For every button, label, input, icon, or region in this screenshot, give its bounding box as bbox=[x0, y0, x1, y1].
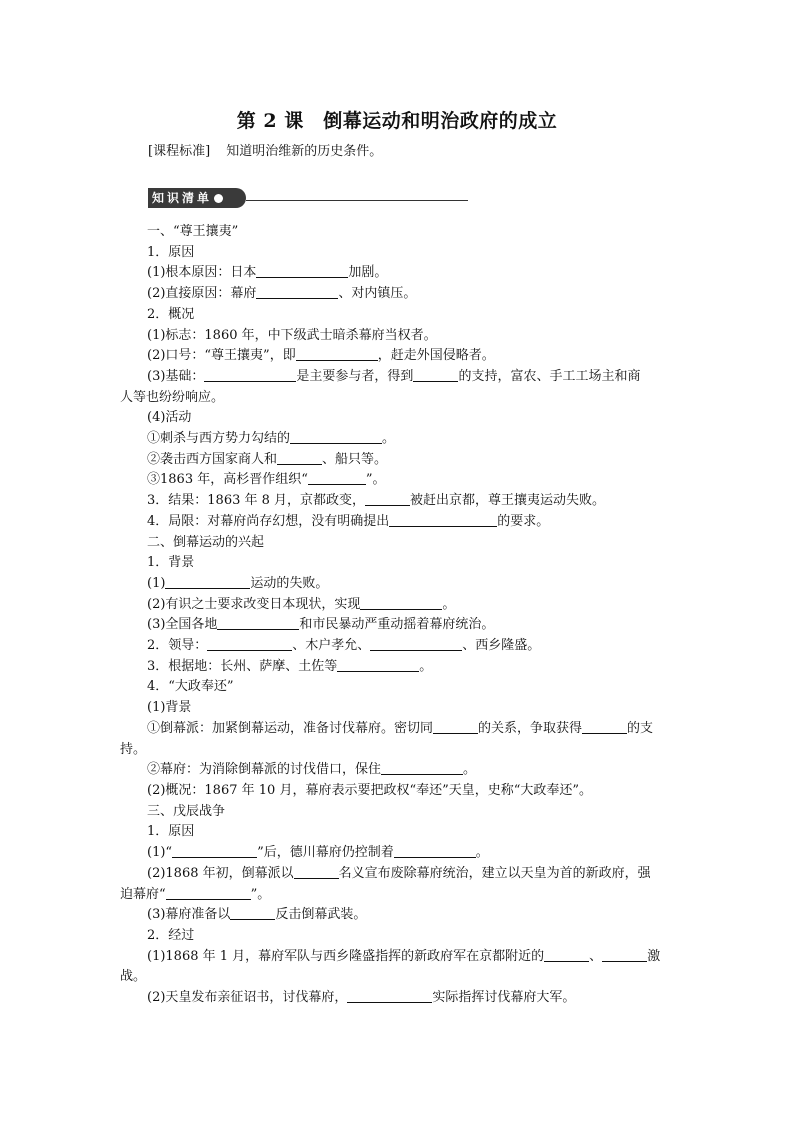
line-text: (3)基础： bbox=[147, 368, 205, 384]
line-text: 二、倒幕运动的兴起 bbox=[147, 534, 265, 550]
line-text: 的关系，争取获得 bbox=[478, 720, 583, 736]
line-text: ②幕府：为消除倒幕派的讨伐借口，保住 bbox=[147, 762, 382, 778]
line-text: (2)1868 年初，倒幕派以 bbox=[147, 865, 294, 881]
line-text: 的支 bbox=[627, 720, 654, 736]
fill-in-blank[interactable] bbox=[360, 596, 442, 610]
text-line bbox=[147, 864, 677, 885]
text-line bbox=[147, 926, 677, 947]
text-line bbox=[147, 843, 677, 864]
fill-in-blank[interactable] bbox=[337, 658, 419, 672]
section-divider bbox=[246, 200, 468, 201]
line-text: 战。 bbox=[120, 969, 147, 985]
line-text: ②袭击西方国家商人和 bbox=[147, 451, 278, 467]
bullet-dot-icon bbox=[214, 194, 223, 203]
line-text: ①倒幕派：加紧倒幕运动，准备讨伐幕府。密切同 bbox=[147, 720, 434, 736]
text-line bbox=[147, 553, 677, 574]
line-text: (2)概况：1867 年 10 月，幕府表示要把政权“奉还”天皇，史称“大政奉还”。 bbox=[147, 782, 593, 798]
line-text: (2)有识之士要求改变日本现状，实现 bbox=[147, 596, 361, 612]
text-line bbox=[147, 615, 677, 636]
fill-in-blank[interactable] bbox=[204, 368, 296, 382]
line-text: (1)1868 年 1 月，幕府军队与西乡隆盛指挥的新政府军在京都附近的 bbox=[147, 948, 545, 964]
line-text: 。 bbox=[475, 845, 489, 861]
line-text: ”后，德川幕府仍控制着 bbox=[257, 845, 394, 861]
line-text: 实际指挥讨伐幕府大军。 bbox=[432, 990, 576, 1006]
line-text: ①刺杀与西方势力勾结的 bbox=[147, 431, 291, 447]
text-line bbox=[120, 740, 677, 761]
text-line bbox=[147, 657, 677, 678]
fill-in-blank[interactable] bbox=[165, 575, 250, 589]
text-line bbox=[147, 367, 677, 388]
text-line bbox=[147, 222, 677, 243]
line-text: 迫幕府“ bbox=[120, 886, 166, 902]
text-line bbox=[147, 595, 677, 616]
line-text: 。 bbox=[463, 762, 477, 778]
text-line bbox=[147, 533, 677, 554]
line-text: 运动的失败。 bbox=[250, 575, 329, 591]
line-text: 的要求。 bbox=[497, 513, 550, 529]
text-line bbox=[147, 760, 677, 781]
line-text: 名义宣布废除幕府统治，建立以天皇为首的新政府，强 bbox=[338, 865, 651, 881]
line-text: (4)活动 bbox=[147, 410, 192, 426]
line-text: 3．根据地：长州、萨摩、土佐等 bbox=[147, 658, 338, 674]
line-text: 的支持，富农、手工工场主和商 bbox=[458, 368, 641, 384]
fill-in-blank[interactable] bbox=[370, 637, 462, 651]
text-line bbox=[147, 326, 677, 347]
fill-in-blank[interactable] bbox=[389, 513, 497, 527]
text-line bbox=[147, 698, 677, 719]
line-text: 、西乡隆盛。 bbox=[462, 638, 541, 654]
fill-in-blank[interactable] bbox=[207, 637, 292, 651]
text-line bbox=[147, 512, 677, 533]
line-text: 、木户孝允、 bbox=[292, 638, 371, 654]
fill-in-blank[interactable] bbox=[544, 948, 589, 962]
line-text: (1)“ bbox=[147, 845, 173, 861]
text-line bbox=[147, 947, 677, 968]
fill-in-blank[interactable] bbox=[217, 616, 299, 630]
fill-in-blank[interactable] bbox=[433, 720, 478, 734]
fill-in-blank[interactable] bbox=[290, 430, 382, 444]
line-text: ，赶走外国侵略者。 bbox=[377, 348, 495, 364]
line-text: 、船只等。 bbox=[322, 451, 388, 467]
text-line bbox=[120, 885, 677, 906]
line-text: (2)口号：“尊王攘夷”，即 bbox=[147, 348, 296, 364]
line-text: 、 bbox=[589, 948, 603, 964]
line-text: 和市民暴动严重动摇着幕府统治。 bbox=[299, 617, 495, 633]
fill-in-blank[interactable] bbox=[381, 761, 463, 775]
text-line bbox=[120, 388, 677, 409]
line-text: 。 bbox=[382, 431, 396, 447]
line-text: (3)全国各地 bbox=[147, 617, 218, 633]
line-text: (3)幕府准备以 bbox=[147, 907, 231, 923]
fill-in-blank[interactable] bbox=[277, 451, 322, 465]
line-text: 一、“尊王攘夷” bbox=[147, 224, 239, 239]
fill-in-blank[interactable] bbox=[296, 347, 378, 361]
line-text: 加剧。 bbox=[348, 265, 388, 281]
line-text: 、对内镇压。 bbox=[338, 286, 417, 302]
fill-in-blank[interactable] bbox=[230, 906, 275, 920]
line-text: (2)直接原因：幕府 bbox=[147, 286, 257, 302]
line-text: ”。 bbox=[365, 472, 386, 488]
course-standard bbox=[148, 140, 382, 159]
text-line bbox=[147, 781, 677, 802]
fill-in-blank[interactable] bbox=[394, 844, 476, 858]
line-text: 持。 bbox=[120, 741, 147, 757]
text-line bbox=[147, 450, 677, 471]
line-text: ”。 bbox=[250, 886, 271, 902]
fill-in-blank[interactable] bbox=[256, 285, 338, 299]
line-text: 是主要参与者，得到 bbox=[296, 368, 414, 384]
text-line bbox=[147, 719, 677, 740]
line-text: 激 bbox=[647, 948, 661, 964]
text-line bbox=[147, 408, 677, 429]
fill-in-blank[interactable] bbox=[582, 720, 627, 734]
line-text: 4．局限：对幕府尚存幻想，没有明确提出 bbox=[147, 513, 390, 529]
line-text: 。 bbox=[419, 658, 433, 674]
line-text: 2．经过 bbox=[147, 927, 195, 943]
line-text: 三、戊辰战争 bbox=[147, 803, 226, 819]
line-text: (2)天皇发布亲征诏书，讨伐幕府， bbox=[147, 990, 348, 1006]
lesson-title: 第 2 课 倒幕运动和明治政府的成立 bbox=[236, 110, 558, 132]
text-line bbox=[147, 243, 677, 264]
text-line bbox=[147, 284, 677, 305]
line-text: 反击倒幕武装。 bbox=[275, 907, 367, 923]
text-line bbox=[147, 677, 677, 698]
line-text: (1) bbox=[147, 575, 166, 591]
text-line bbox=[147, 636, 677, 657]
line-text: 。 bbox=[442, 596, 456, 612]
line-text: (1)标志：1860 年，中下级武士暗杀幕府当权者。 bbox=[147, 327, 437, 343]
fill-in-blank[interactable] bbox=[172, 844, 257, 858]
knowledge-section-header bbox=[148, 188, 468, 208]
text-line bbox=[147, 305, 677, 326]
line-text: 4．“大政奉还” bbox=[147, 679, 234, 695]
section-badge bbox=[148, 188, 246, 208]
line-text: (1)根本原因：日本 bbox=[147, 265, 257, 281]
knowledge-list bbox=[120, 222, 677, 1009]
text-line bbox=[147, 346, 677, 367]
text-line bbox=[147, 802, 677, 823]
line-text: 1．原因 bbox=[147, 244, 195, 260]
text-line bbox=[120, 967, 677, 988]
line-text: 1．原因 bbox=[147, 824, 195, 840]
line-text: 2．领导： bbox=[147, 638, 208, 654]
text-line bbox=[147, 263, 677, 284]
line-text: 3．结果：1863 年 8 月，京都政变， bbox=[147, 493, 366, 509]
line-text: 2．概况 bbox=[147, 306, 195, 322]
text-line bbox=[147, 470, 677, 491]
line-text: 被赶出京都，尊王攘夷运动失败。 bbox=[410, 493, 606, 509]
course-standard-text: 知道明治维新的历史条件。 bbox=[226, 144, 383, 159]
line-text: ③1863 年，高杉晋作组织“ bbox=[147, 472, 308, 488]
fill-in-blank[interactable] bbox=[413, 368, 458, 382]
section-badge-label: 知识清单 bbox=[152, 191, 213, 205]
line-text: 人等也纷纷响应。 bbox=[120, 389, 225, 405]
fill-in-blank[interactable] bbox=[308, 471, 366, 485]
text-line bbox=[147, 905, 677, 926]
fill-in-blank[interactable] bbox=[347, 989, 432, 1003]
fill-in-blank[interactable] bbox=[166, 886, 251, 900]
line-text: (1)背景 bbox=[147, 700, 192, 716]
fill-in-blank[interactable] bbox=[365, 492, 410, 506]
text-line bbox=[147, 822, 677, 843]
fill-in-blank[interactable] bbox=[294, 865, 339, 879]
text-line bbox=[147, 429, 677, 450]
text-line bbox=[147, 574, 677, 595]
fill-in-blank[interactable] bbox=[256, 264, 348, 278]
text-line bbox=[147, 491, 677, 512]
course-standard-tag: [课程标准] bbox=[148, 144, 211, 159]
text-line bbox=[147, 988, 677, 1009]
fill-in-blank[interactable] bbox=[602, 948, 647, 962]
line-text: 1．背景 bbox=[147, 555, 195, 571]
